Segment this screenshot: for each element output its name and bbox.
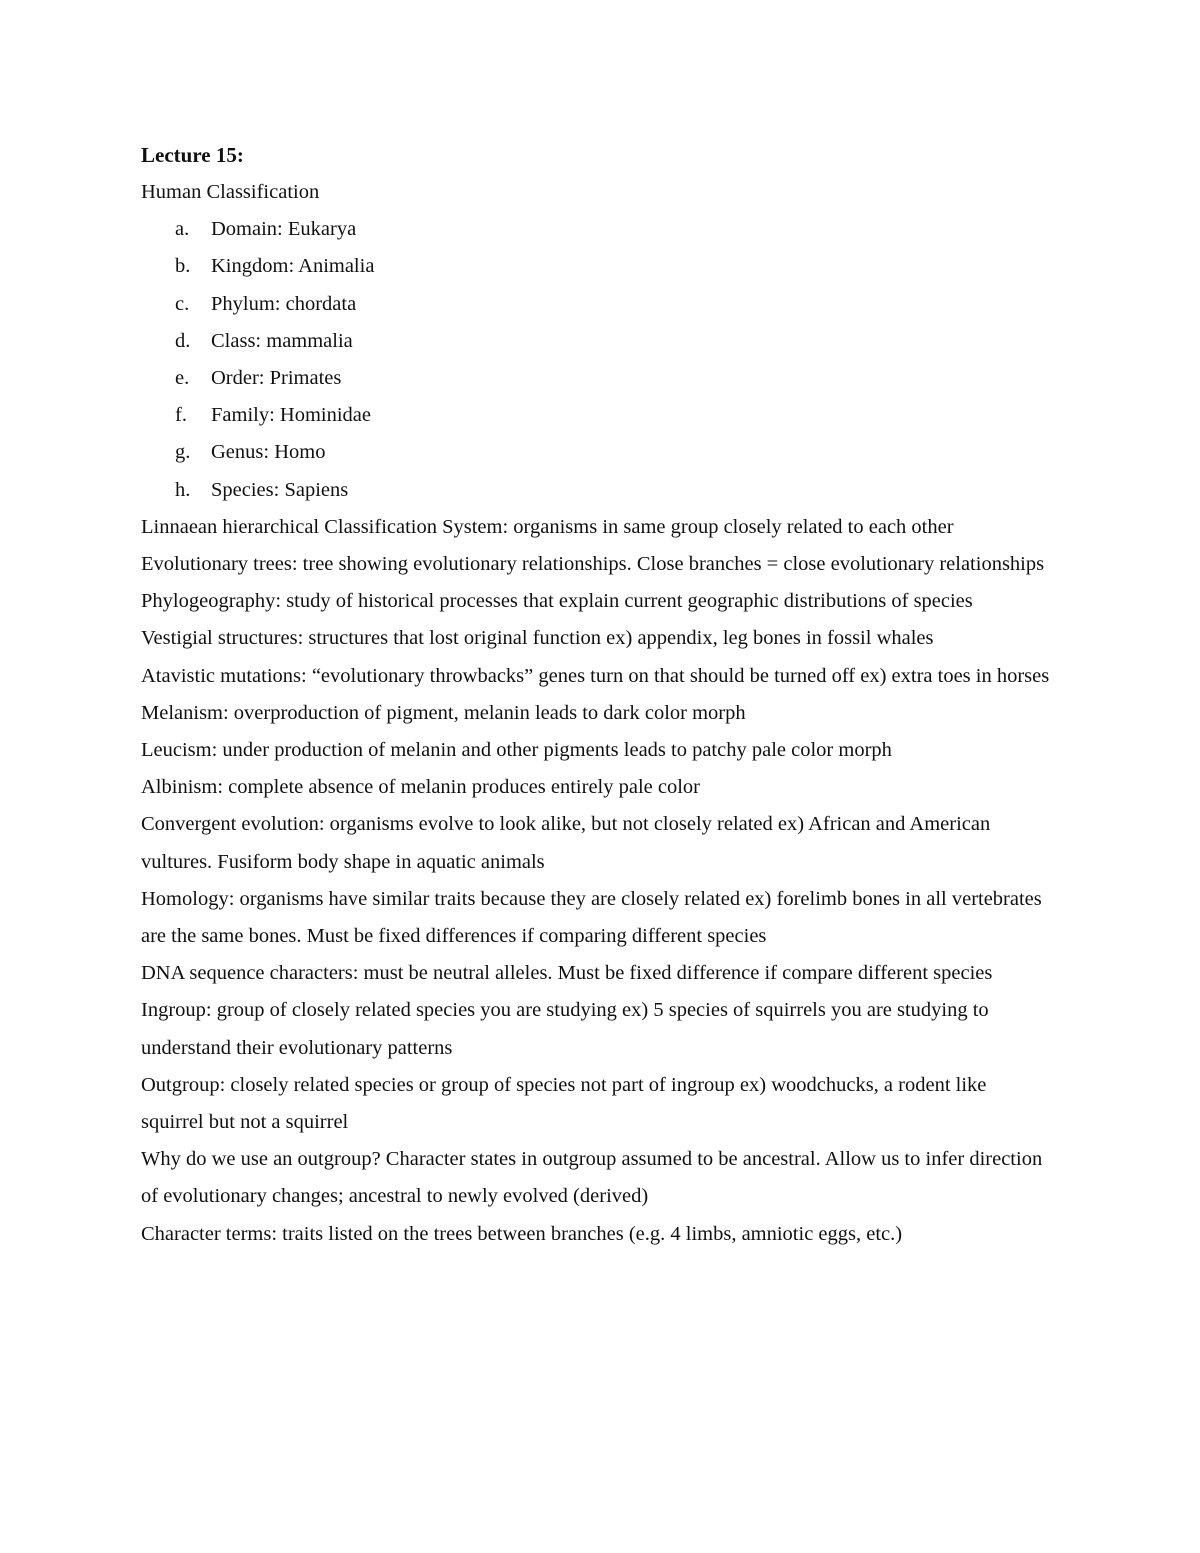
list-item-text: Genus: Homo bbox=[211, 441, 326, 464]
paragraph-melanism: Melanism: overproduction of pigment, melanin leads to dark color morph bbox=[141, 701, 746, 724]
list-marker: f. bbox=[175, 404, 187, 427]
list-marker: e. bbox=[175, 366, 190, 389]
list-marker: g. bbox=[175, 441, 191, 464]
list-item bbox=[141, 323, 1051, 360]
paragraph-leucism: Leucism: under production of melanin and other pigments leads to patchy pale color morph bbox=[141, 738, 892, 761]
list-item bbox=[141, 286, 1051, 323]
section-heading: Human Classification bbox=[141, 181, 320, 203]
list-item-text: Class: mammalia bbox=[211, 329, 353, 352]
list-item-text: Family: Hominidae bbox=[211, 404, 371, 427]
list-item bbox=[141, 211, 1051, 248]
paragraph-ingroup: Ingroup: group of closely related species you are studying ex) 5 species of squirrels you are studying to understand their evolutionary patterns bbox=[141, 999, 989, 1059]
list-item-text: Domain: Eukarya bbox=[211, 218, 357, 241]
list-item-text: Phylum: chordata bbox=[211, 292, 357, 315]
document-page bbox=[141, 137, 1051, 1253]
paragraph-why-outgroup: Why do we use an outgroup? Character states in outgroup assumed to be ancestral. Allow us to infer direction of evolutionary changes; ancestral to newly evolved (derived) bbox=[141, 1148, 1043, 1208]
paragraph-atavistic: Atavistic mutations: “evolutionary throwbacks” genes turn on that should be turned off ex) extra toes in horses bbox=[141, 664, 1050, 687]
paragraph-character-terms: Character terms: traits listed on the trees between branches (e.g. 4 limbs, amniotic eggs, etc.) bbox=[141, 1222, 903, 1245]
list-marker: b. bbox=[175, 255, 191, 278]
list-item-text: Order: Primates bbox=[211, 366, 342, 389]
paragraph-phylogeography: Phylogeography: study of historical processes that explain current geographic distributions of species bbox=[141, 590, 973, 613]
paragraph-vestigial: Vestigial structures: structures that lost original function ex) appendix, leg bones in fossil whales bbox=[141, 627, 934, 650]
paragraph-albinism: Albinism: complete absence of melanin produces entirely pale color bbox=[141, 776, 701, 799]
list-item bbox=[141, 397, 1051, 434]
list-item bbox=[141, 434, 1051, 471]
paragraph-homology: Homology: organisms have similar traits because they are closely related ex) forelimb bones in all vertebrates are the same bones. Must be fixed differences if comparing different species bbox=[141, 887, 1042, 947]
paragraph-outgroup: Outgroup: closely related species or group of species not part of ingroup ex) woodchucks, a rodent like squirrel but not a squirrel bbox=[141, 1073, 987, 1133]
list-marker: d. bbox=[175, 329, 191, 352]
list-item-text: Species: Sapiens bbox=[211, 478, 349, 501]
list-item-text: Kingdom: Animalia bbox=[211, 255, 375, 278]
paragraph-linnaean: Linnaean hierarchical Classification System: organisms in same group closely related to each other bbox=[141, 515, 954, 538]
list-marker: c. bbox=[175, 292, 190, 315]
list-item bbox=[141, 472, 1051, 509]
lecture-title: Lecture 15: bbox=[141, 143, 244, 167]
paragraph-dna-characters: DNA sequence characters: must be neutral alleles. Must be fixed difference if compare different species bbox=[141, 962, 993, 985]
paragraph-evolutionary-trees: Evolutionary trees: tree showing evolutionary relationships. Close branches = close evolutionary relationships bbox=[141, 552, 1045, 575]
list-item bbox=[141, 248, 1051, 285]
paragraph-convergent-evolution: Convergent evolution: organisms evolve to look alike, but not closely related ex) African and American vultures. Fusiform body shape in aquatic animals bbox=[141, 813, 991, 873]
list-marker: h. bbox=[175, 478, 191, 501]
list-marker: a. bbox=[175, 218, 190, 241]
classification-list bbox=[141, 211, 1051, 509]
list-item bbox=[141, 360, 1051, 397]
